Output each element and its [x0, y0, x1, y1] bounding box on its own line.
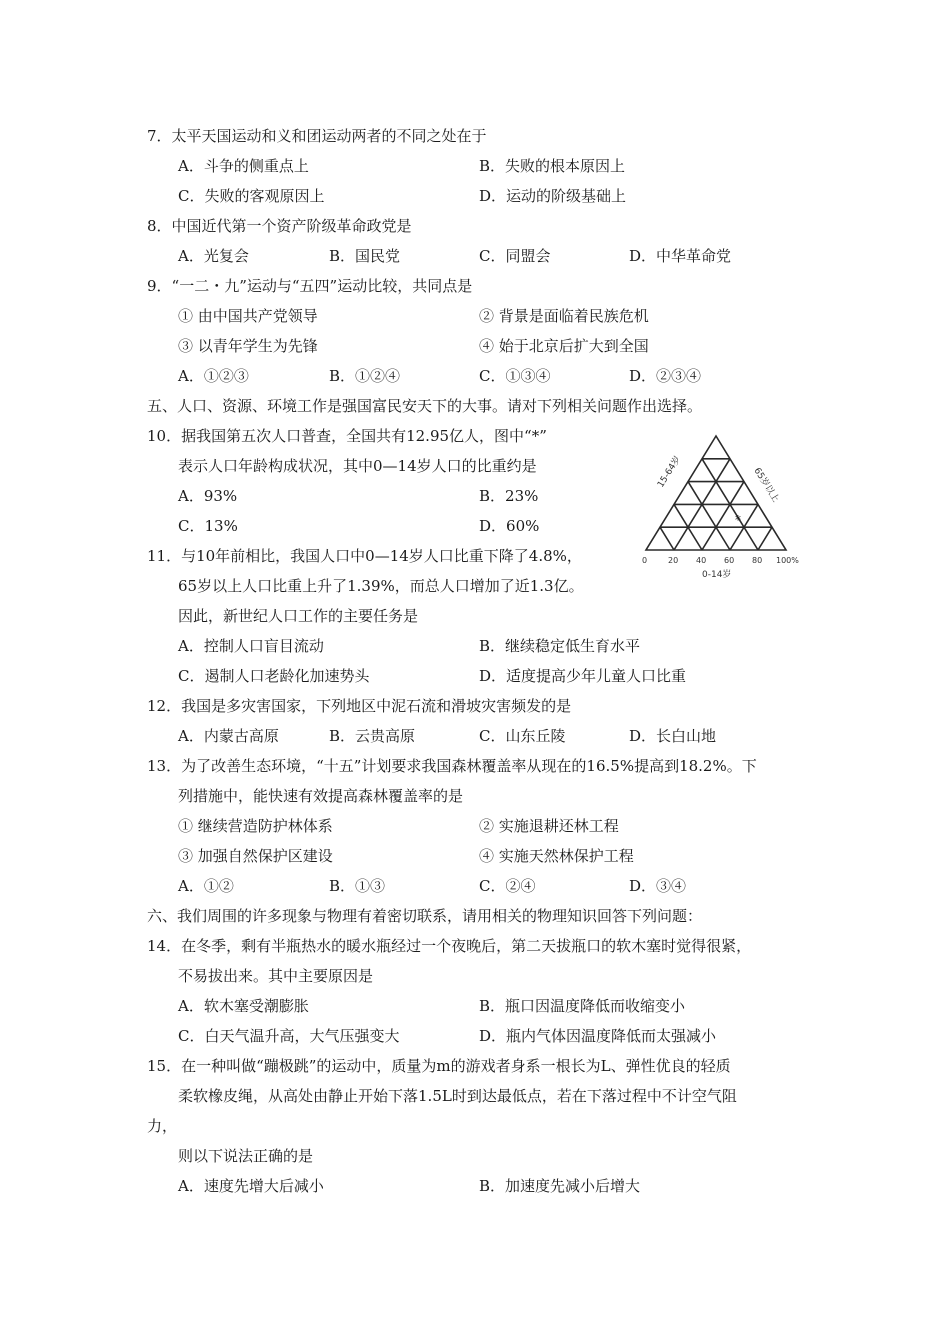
bottom-tick: 20	[668, 556, 679, 565]
bottom-tick: 80	[752, 556, 763, 565]
question-12-option-a: A．内蒙古高原	[178, 727, 279, 745]
question-9-statement-3: ③ 以青年学生为先锋	[178, 337, 318, 355]
question-7-stem: 7．太平天国运动和义和团运动两者的不同之处在于	[147, 127, 487, 145]
question-13-statement-2: ② 实施退耕还林工程	[479, 817, 619, 835]
question-13-option-d: D．③④	[629, 877, 687, 895]
question-10-option-d: D．60%	[479, 517, 540, 535]
question-11-stem-line2: 65岁以上人口比重上升了1.39%，而总人口增加了近1.3亿。	[178, 577, 584, 595]
question-9-option-c: C．①③④	[479, 367, 551, 385]
question-9-option-a: A．①②③	[178, 367, 249, 385]
question-15-option-b: B．加速度先减小后增大	[479, 1177, 641, 1195]
question-9-statement-2: ② 背景是面临着民族危机	[479, 307, 649, 325]
question-9-statement-1: ① 由中国共产党领导	[178, 307, 318, 325]
question-14-stem-line2: 不易拔出来。其中主要原因是	[178, 967, 374, 985]
question-7-option-a: A．斗争的侧重点上	[178, 157, 309, 175]
bottom-tick: 100%	[776, 556, 799, 565]
question-10-stem-line2: 表示人口年龄构成状况，其中0—14岁人口的比重约是	[178, 457, 537, 475]
question-9-statement-4: ④ 始于北京后扩大到全国	[479, 337, 649, 355]
question-15-stem-line3: 力，	[147, 1117, 178, 1135]
question-14-option-a: A．软木塞受潮膨胀	[178, 997, 309, 1015]
left-axis-label: 15-64岁	[656, 454, 684, 490]
question-9-stem: 9．“一二・九”运动与“五四”运动比较，共同点是	[147, 277, 473, 295]
question-13-option-b: B．①③	[329, 877, 386, 895]
star-marker: *	[735, 513, 741, 527]
question-13-statement-1: ① 继续营造防护林体系	[178, 817, 333, 835]
question-11-option-d: D．适度提高少年儿童人口比重	[479, 667, 687, 685]
question-7-option-b: B．失败的根本原因上	[479, 157, 626, 175]
question-13-option-a: A．①②	[178, 877, 234, 895]
question-10-option-c: C．13%	[178, 517, 238, 535]
question-8-option-c: C．同盟会	[479, 247, 551, 265]
question-12-option-b: B．云贵高原	[329, 727, 416, 745]
question-11-stem-line1: 11．与10年前相比，我国人口中0—14岁人口比重下降了4.8%，	[147, 547, 582, 565]
question-13-option-c: C．②④	[479, 877, 536, 895]
right-axis-label: 65岁以上	[751, 466, 781, 505]
question-10-option-a: A．93%	[178, 487, 238, 505]
question-7-option-d: D．运动的阶级基础上	[479, 187, 627, 205]
question-9-option-d: D．②③④	[629, 367, 702, 385]
question-15-option-a: A．速度先增大后减小	[178, 1177, 324, 1195]
question-14-option-b: B．瓶口因温度降低而收缩变小	[479, 997, 686, 1015]
question-13-statement-3: ③ 加强自然保护区建设	[178, 847, 333, 865]
question-11-stem-line3: 因此，新世纪人口工作的主要任务是	[178, 607, 419, 625]
section-5-heading: 五、人口、资源、环境工作是强国富民安天下的大事。请对下列相关问题作出选择。	[147, 397, 703, 415]
question-15-stem-line1: 15．在一种叫做“蹦极跳”的运动中，质量为m的游戏者身系一根长为L、弹性优良的轻质	[147, 1057, 731, 1075]
question-7-option-c: C．失败的客观原因上	[178, 187, 325, 205]
question-10-stem-line1: 10．据我国第五次人口普查，全国共有12.95亿人，图中“*”	[147, 427, 547, 445]
bottom-tick: 40	[696, 556, 707, 565]
question-8-option-b: B．国民党	[329, 247, 401, 265]
bottom-axis-label: 0-14岁	[702, 570, 732, 580]
section-6-heading: 六、我们周围的许多现象与物理有着密切联系，请用相关的物理知识回答下列问题：	[147, 907, 703, 925]
question-13-statement-4: ④ 实施天然林保护工程	[479, 847, 634, 865]
population-ternary-diagram	[632, 428, 802, 583]
question-13-stem-line1: 13．为了改善生态环境，“十五”计划要求我国森林覆盖率从现在的16.5%提高到18.2%。下	[147, 757, 757, 775]
question-14-option-d: D．瓶内气体因温度降低而太强减小	[479, 1027, 717, 1045]
question-11-option-c: C．遏制人口老龄化加速势头	[178, 667, 370, 685]
question-12-option-c: C．山东丘陵	[479, 727, 566, 745]
question-8-option-d: D．中华革命党	[629, 247, 732, 265]
question-14-stem-line1: 14．在冬季，剩有半瓶热水的暖水瓶经过一个夜晚后，第二天拔瓶口的软木塞时觉得很紧，	[147, 937, 752, 955]
question-15-stem-line2: 柔软橡皮绳，从高处由静止开始下落1.5L时到达最低点，若在下落过程中不计空气阻	[178, 1087, 737, 1105]
question-12-option-d: D．长白山地	[629, 727, 717, 745]
question-9-option-b: B．①②④	[329, 367, 401, 385]
question-15-stem-line4: 则以下说法正确的是	[178, 1147, 314, 1165]
bottom-tick: 0	[642, 556, 648, 565]
question-13-stem-line2: 列措施中，能快速有效提高森林覆盖率的是	[178, 787, 464, 805]
bottom-tick: 60	[724, 556, 735, 565]
question-11-option-a: A．控制人口盲目流动	[178, 637, 324, 655]
question-8-stem: 8．中国近代第一个资产阶级革命政党是	[147, 217, 412, 235]
question-12-stem: 12．我国是多灾害国家，下列地区中泥石流和滑坡灾害频发的是	[147, 697, 572, 715]
question-11-option-b: B．继续稳定低生育水平	[479, 637, 641, 655]
question-10-option-b: B．23%	[479, 487, 539, 505]
question-14-option-c: C．白天气温升高，大气压强变大	[178, 1027, 400, 1045]
question-8-option-a: A．光复会	[178, 247, 249, 265]
